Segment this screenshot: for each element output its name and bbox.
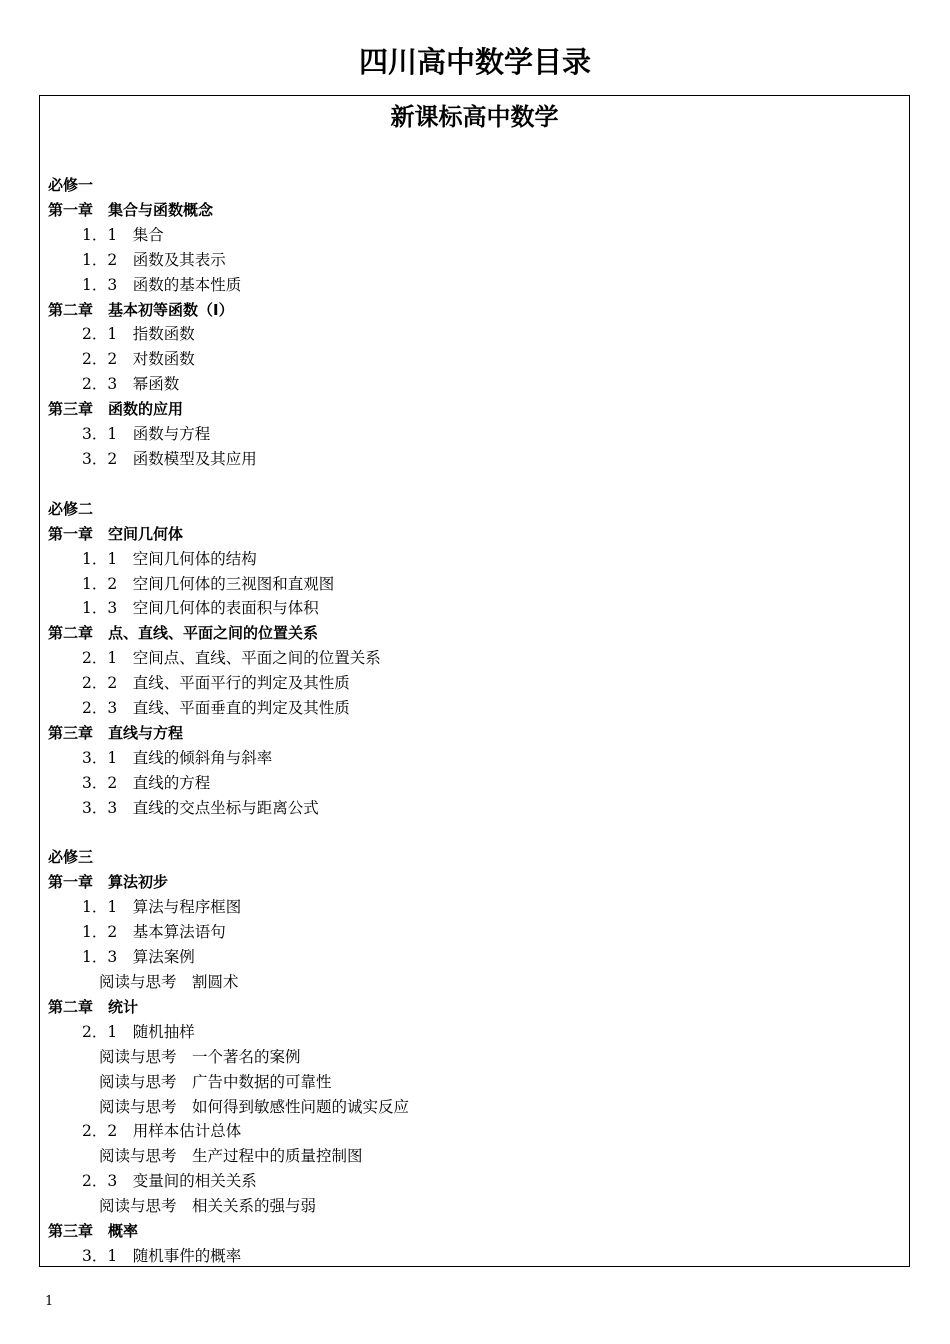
section-item: 2．2 对数函数 [82,350,195,369]
section-item: 3．2 函数模型及其应用 [82,449,257,468]
section-item: 1．3 函数的基本性质 [82,275,242,294]
section-item: 3．3 直线的交点坐标与距离公式 [82,798,319,817]
reading-item: 阅读与思考 广告中数据的可靠性 [99,1072,332,1091]
section-item: 3．1 直线的倾斜角与斜率 [82,748,273,767]
reading-item: 阅读与思考 生产过程中的质量控制图 [99,1147,363,1166]
chapter-heading: 第二章 基本初等函数（Ⅰ） [48,300,234,319]
section-item: 2．1 指数函数 [82,325,195,344]
reading-item: 阅读与思考 割圆术 [99,973,239,991]
section-item: 1．2 空间几何体的三视图和直观图 [82,574,335,593]
chapter-heading: 第三章 直线与方程 [48,723,184,742]
blank-line [48,821,898,846]
section-item: 3．1 函数与方程 [82,425,211,444]
chapter-heading: 第二章 点、直线、平面之间的位置关系 [48,624,319,643]
section-item: 3．1 随机事件的概率 [82,1246,242,1265]
section-item: 2．1 随机抽样 [82,1022,195,1041]
section-item: 1．2 基本算法语句 [82,923,226,942]
chapter-heading: 第二章 统计 [48,997,139,1016]
chapter-heading: 第三章 函数的应用 [48,400,184,419]
reading-item: 阅读与思考 如何得到敏感性问题的诚实反应 [99,1097,410,1116]
blank-line [48,472,898,497]
section-item: 1．1 空间几何体的结构 [82,549,257,568]
chapter-heading: 第一章 算法初步 [48,873,169,892]
section-item: 2．2 直线、平面平行的判定及其性质 [82,674,350,693]
toc-subtitle: 新课标高中数学 [390,103,559,131]
page-number: 1 [45,1294,54,1309]
toc-frame [39,95,910,1267]
section-item: 1．3 空间几何体的表面积与体积 [82,599,319,618]
section-item: 1．1 算法与程序框图 [82,898,242,917]
reading-item: 阅读与思考 相关关系的强与弱 [99,1197,317,1216]
chapter-heading: 第一章 集合与函数概念 [48,200,214,219]
section-item: 2．1 空间点、直线、平面之间的位置关系 [82,649,381,668]
reading-item: 阅读与思考 一个著名的案例 [99,1047,301,1066]
section-item: 2．3 幂函数 [82,375,180,394]
book-heading: 必修一 [48,176,94,194]
page-title: 四川高中数学目录 [358,45,591,79]
section-item: 2．2 用样本估计总体 [82,1122,242,1141]
chapter-heading: 第一章 空间几何体 [48,524,184,543]
section-item: 1．2 函数及其表示 [82,250,226,269]
section-item: 1．1 集合 [82,225,164,244]
section-item: 2．3 直线、平面垂直的判定及其性质 [82,699,350,718]
chapter-heading: 第三章 概率 [48,1222,139,1241]
section-item: 3．2 直线的方程 [82,773,211,792]
book-heading: 必修三 [48,848,94,867]
section-item: 2．3 变量间的相关关系 [82,1172,257,1191]
section-item: 1．3 算法案例 [82,948,195,967]
table-of-contents [48,173,898,1269]
book-heading: 必修二 [48,499,94,518]
